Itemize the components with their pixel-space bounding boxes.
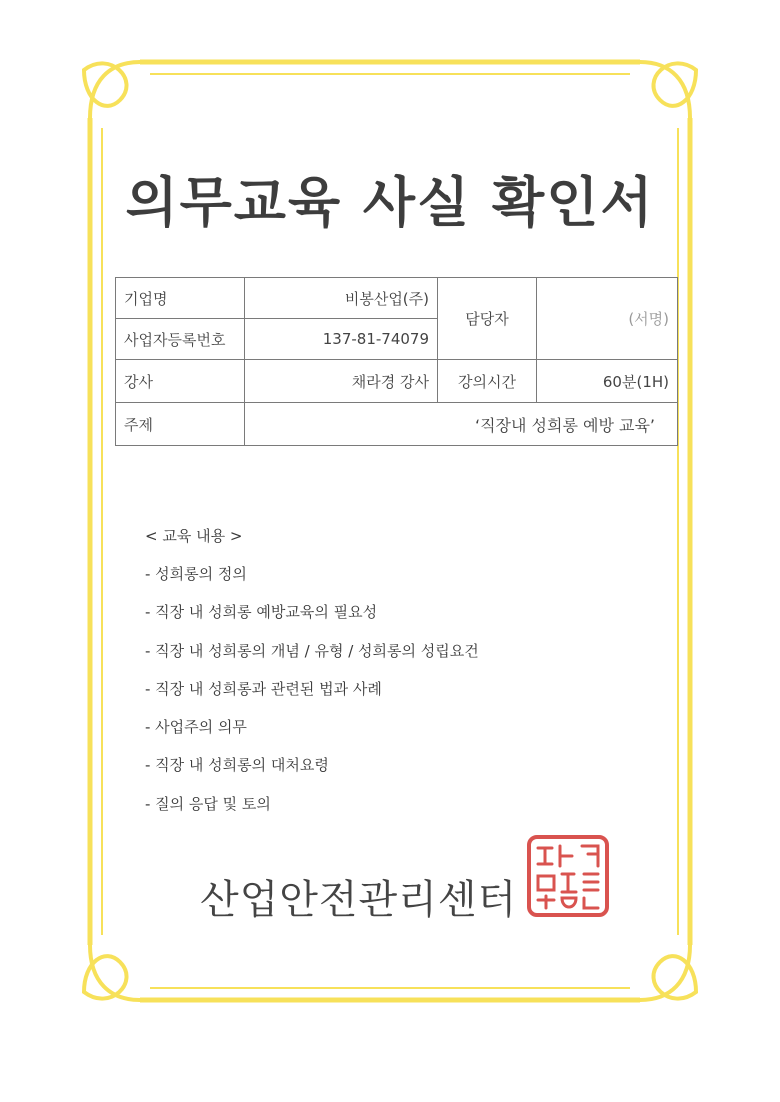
- content-item: - 직장 내 성희롱과 관련된 법과 사례: [145, 679, 382, 698]
- registration-value: 137-81-74079: [245, 319, 438, 360]
- document-title: 의무교육 사실 확인서: [125, 170, 655, 234]
- education-content: [145, 525, 479, 831]
- company-label: 기업명: [116, 278, 245, 319]
- company-value: 비봉산업(주): [245, 278, 438, 319]
- instructor-label: 강사: [116, 360, 245, 403]
- info-table: [115, 277, 678, 446]
- content-item: - 성희롱의 정의: [145, 565, 247, 583]
- content-item: - 직장 내 성희롱 예방교육의 필요성: [145, 603, 378, 622]
- content-heading: < 교육 내용 >: [145, 527, 243, 545]
- content-item: - 질의 응답 및 토의: [145, 794, 271, 813]
- content-item: - 직장 내 성희롱의 개념 / 유형 / 성희롱의 성립요건: [145, 641, 479, 660]
- topic-value: ‘직장내 성희롱 예방 교육’: [245, 403, 678, 446]
- content-item: - 직장 내 성희롱의 대처요령: [145, 756, 329, 775]
- registration-label: 사업자등록번호: [116, 319, 245, 360]
- signature-field: (서명): [537, 278, 678, 360]
- issuer-name: 산업안전관리센터: [200, 877, 518, 923]
- instructor-value: 채라경 강사: [245, 360, 438, 403]
- official-seal-stamp: [526, 834, 610, 918]
- duration-label: 강의시간: [438, 360, 537, 403]
- duration-value: 60분(1H): [537, 360, 678, 403]
- topic-label: 주제: [116, 403, 245, 446]
- content-item: - 사업주의 의무: [145, 718, 247, 737]
- manager-label: 담당자: [438, 278, 537, 360]
